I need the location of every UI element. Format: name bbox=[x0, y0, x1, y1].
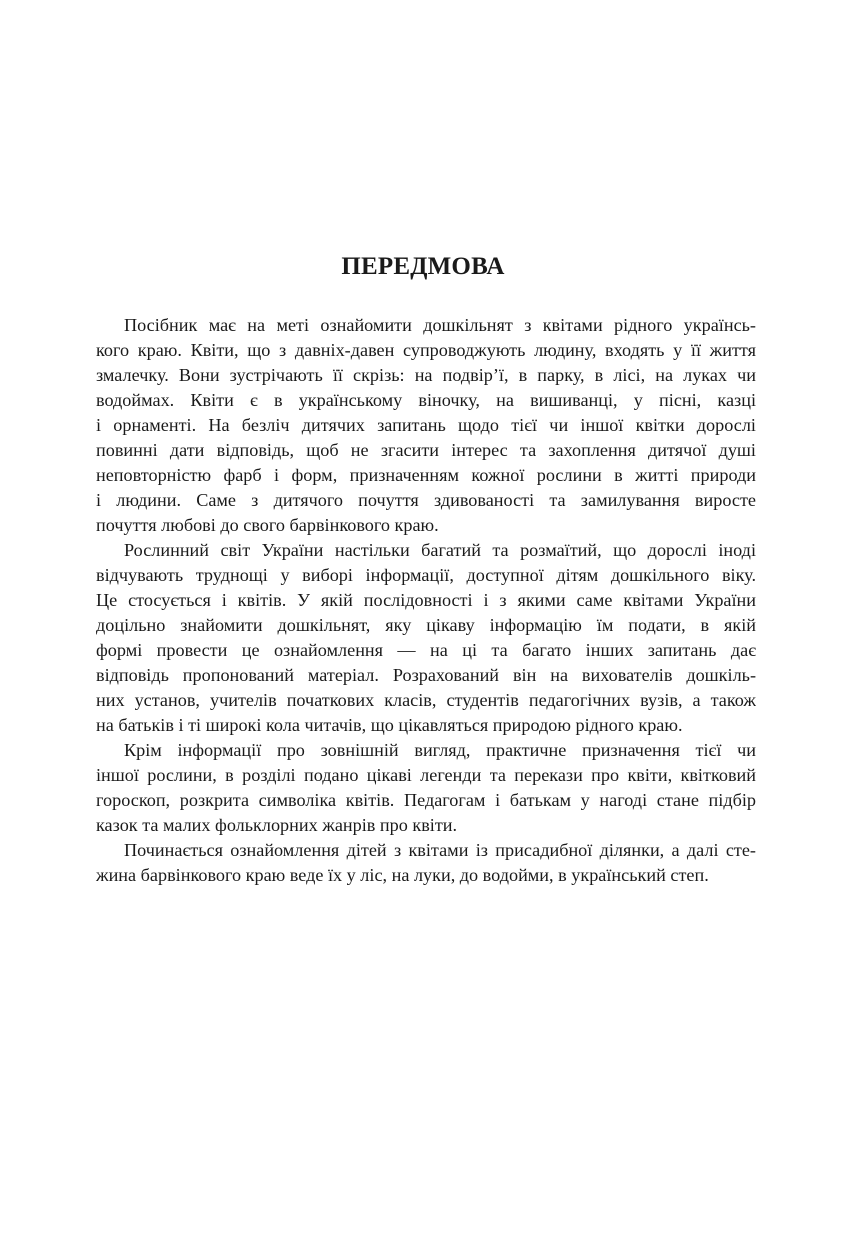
paragraph-line: Крім інформації про зовнішній вигляд, практичне призначення тієї чи bbox=[124, 740, 756, 760]
paragraph-line: Починається ознайомлення дітей з квітами із присадибної ділянки, а далі сте- bbox=[124, 840, 756, 860]
body-text bbox=[96, 313, 756, 888]
paragraph-line: і орнаменті. На безліч дитячих запитань щодо тієї чи іншої квітки дорослі bbox=[96, 415, 756, 435]
paragraph-line: на батьків і ті широкі кола читачів, що цікавляться природою рідного краю. bbox=[96, 715, 683, 735]
paragraph-line: змалечку. Вони зустрічають її скрізь: на подвір’ї, в парку, в лісі, на луках чи bbox=[96, 365, 756, 385]
paragraph-line: доцільно знайомити дошкільнят, яку цікаву інформацію їм подати, в якій bbox=[96, 615, 756, 635]
paragraph-line: водоймах. Квіти є в українському віночку, на вишиванці, у пісні, казці bbox=[96, 390, 756, 410]
paragraph-line: почуття любові до свого барвінкового краю. bbox=[96, 515, 439, 535]
paragraph-line: Рослинний світ України настільки багатий та розмаїтий, що дорослі іноді bbox=[124, 540, 756, 560]
paragraph-line: казок та малих фольклорних жанрів про квіти. bbox=[96, 815, 458, 835]
paragraph-line: і людини. Саме з дитячого почуття здивованості та замилування виросте bbox=[96, 490, 756, 510]
paragraph-line: Посібник має на меті ознайомити дошкільнят з квітами рідного українсь- bbox=[124, 315, 756, 335]
paragraph-line: кого краю. Квіти, що з давніх-давен супроводжують людину, входять у її життя bbox=[96, 340, 756, 360]
paragraph-line: Це стосується і квітів. У якій послідовності і з якими саме квітами України bbox=[96, 590, 756, 610]
paragraph-line: них установ, учителів початкових класів, студентів педагогічних вузів, а також bbox=[96, 690, 756, 710]
paragraph-line: неповторністю фарб і форм, призначенням кожної рослини в житті природи bbox=[96, 465, 756, 485]
paragraph-line: відчувають труднощі у виборі інформації, доступної дітям дошкільного віку. bbox=[96, 565, 756, 585]
paragraph-line: жина барвінкового краю веде їх у ліс, на луки, до водойми, в український степ. bbox=[96, 865, 709, 885]
paragraph-line: повинні дати відповідь, щоб не згасити інтерес та захоплення дитячої душі bbox=[96, 440, 756, 460]
page-title: ПЕРЕДМОВА bbox=[341, 253, 505, 280]
paragraph-line: відповідь пропонований матеріал. Розрахований він на вихователів дошкіль- bbox=[96, 665, 756, 685]
paragraph-line: іншої рослини, в розділі подано цікаві легенди та перекази про квіти, квітковий bbox=[96, 765, 756, 785]
paragraph-line: формі провести це ознайомлення — на ці та багато інших запитань дає bbox=[96, 640, 756, 660]
paragraph-line: гороскоп, розкрита символіка квітів. Педагогам і батькам у нагоді стане підбір bbox=[96, 790, 756, 810]
